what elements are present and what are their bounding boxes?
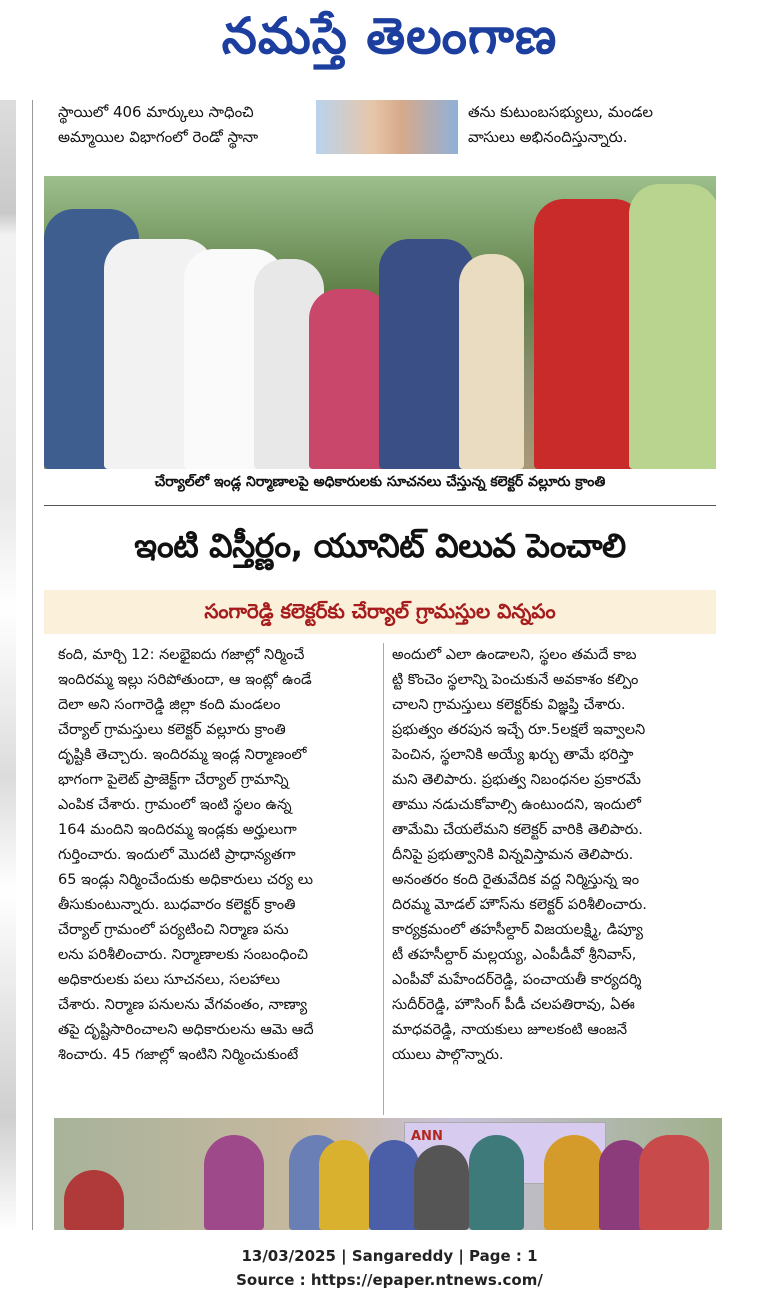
caption-rule bbox=[44, 505, 716, 506]
footer-date-edition: 13/03/2025 | Sangareddy | Page : 1 bbox=[241, 1247, 538, 1265]
text-line: 65 ఇండ్లు నిర్మించేందుకు అధికారులు చర్య లు bbox=[58, 872, 314, 888]
text-line: దెలా అని సంగారెడ్డి జిల్లా కంది మండలం bbox=[58, 697, 281, 713]
text-line: ఎంపిక చేశారు. గ్రామంలో ఇంటి స్థలం ఉన్న bbox=[58, 797, 292, 813]
article-headline: ఇంటి విస్తీర్ణం, యూనిట్ విలువ పెంచాలి bbox=[134, 526, 626, 565]
adjacent-page-strip bbox=[0, 100, 16, 1230]
subheadline-box bbox=[44, 590, 716, 634]
text-line: సుదీర్‌రెడ్డి, హౌసింగ్ పీడీ చలపతిరావు, ఏఈ bbox=[392, 997, 635, 1013]
text-line: ఇందిరమ్మ ఇల్లు సరిపోతుందా, ఆ ఇంట్లో ఉండే bbox=[58, 672, 312, 688]
text-line: ప్రభుత్వం తరపున ఇచ్చే రూ.5లక్షలే ఇవ్వాలని bbox=[392, 722, 646, 738]
text-line: కంది, మార్చి 12: నలభైఐదు గజాల్లో నిర్మించే bbox=[58, 647, 305, 663]
text-line: తాము నడుచుకోవాల్సి ఉంటుందని, ఇందులో bbox=[392, 797, 641, 813]
text-line: తపై దృష్టిసారించాలని అధికారులను ఆమె ఆదే bbox=[58, 1022, 314, 1038]
text-line: అందులో ఎలా ఉండాలని, స్థలం తమదే కాబ bbox=[392, 647, 637, 663]
intro-line: అమ్మాయిల విభాగంలో రెండో స్థానా bbox=[58, 128, 259, 146]
intro-line: తను కుటుంబసభ్యులు, మండల bbox=[468, 103, 654, 121]
text-line: పెంచిన, స్థలానికి అయ్యే ఖర్చు తామే భరిస్తా bbox=[392, 747, 634, 763]
text-line: దిరమ్మ మోడల్ హౌస్‌ను కలెక్టర్ పరిశీలించారు. bbox=[392, 897, 647, 913]
text-line: శించారు. 45 గజాల్లో ఇంటిని నిర్మించుకుంటే bbox=[58, 1047, 299, 1063]
article-column-1 bbox=[58, 643, 388, 1068]
text-line: మాధవరెడ్డి, నాయకులు జూలకంటి ఆంజనే bbox=[392, 1022, 628, 1038]
text-line: అనంతరం కంది రైతువేదిక వద్ద నిర్మిస్తున్న ఇం bbox=[392, 872, 640, 888]
text-line: చేర్యాల్ గ్రామస్తులు కలెక్టర్ వల్లూరు క్రాంతి bbox=[58, 722, 286, 738]
student-portrait-photo bbox=[316, 100, 458, 154]
text-line: ఎంపీవో మహేందర్‌రెడ్డి, పంచాయతీ కార్యదర్శి bbox=[392, 972, 642, 988]
text-line: తీసుకుంటున్నారు. బుధవారం కలెక్టర్ క్రాంతి bbox=[58, 897, 296, 913]
text-line: దృష్టికి తెచ్చారు. ఇందిరమ్మ ఇండ్ల నిర్మాణంలో bbox=[58, 747, 307, 763]
text-line: ట్టి కొంచెం స్థలాన్ని పెంచుకునే అవకాశం కల్పిం bbox=[392, 672, 639, 688]
text-line: అధికారులకు పలు సూచనలు, సలహాలు bbox=[58, 972, 281, 988]
text-line: 164 మందిని ఇందిరమ్మ ఇండ్లకు అర్హులుగా bbox=[58, 822, 297, 838]
text-line: కార్యక్రమంలో తహసీల్దార్ విజయలక్ష్మి, డిప్యూ bbox=[392, 922, 644, 938]
previous-story-tail-right bbox=[468, 100, 728, 150]
text-line: చేర్యాల్ గ్రామంలో పర్యటించి నిర్మాణ పను bbox=[58, 922, 289, 938]
column-divider-left bbox=[32, 100, 33, 1230]
article-subheadline: సంగారెడ్డి కలెక్టర్‌కు చేర్యాల్ గ్రామస్తుల విన్నపం bbox=[204, 599, 556, 623]
text-line: టీ తహసీల్దార్ మల్లయ్య, ఎంపీడీవో శ్రీనివాస్, bbox=[392, 947, 637, 963]
article-column-2 bbox=[392, 643, 722, 1068]
text-line: లను పరిశీలించారు. నిర్మాణాలకు సంబంధించి bbox=[58, 947, 308, 963]
text-line: దీనిపై ప్రభుత్వానికి విన్నవిస్తామన తెలిపారు. bbox=[392, 847, 634, 863]
text-line: తామేమి చేయలేమని కలెక్టర్ వారికి తెలిపారు. bbox=[392, 822, 643, 838]
text-line: మని తెలిపారు. ప్రభుత్వ నిబంధనల ప్రకారమే bbox=[392, 772, 642, 788]
next-story-photo bbox=[54, 1118, 722, 1230]
intro-line: స్థాయిలో 406 మార్కులు సాధించి bbox=[58, 103, 254, 121]
photo-caption: చేర్యాల్‌లో ఇండ్ల నిర్మాణాలపై అధికారులకు సూచనలు చేస్తున్న కలెక్టర్ వల్లూరు క్రాంతి bbox=[154, 474, 606, 490]
intro-line: వాసులు అభినందిస్తున్నారు. bbox=[468, 128, 628, 146]
newspaper-masthead bbox=[0, 0, 779, 88]
masthead-title: నమస్తే తెలంగాణ bbox=[221, 6, 558, 65]
text-line: చేశారు. నిర్మాణ పనులను వేగవంతం, నాణ్యా bbox=[58, 997, 308, 1013]
text-line: యులు పాల్గొన్నారు. bbox=[392, 1047, 504, 1063]
text-line: భాగంగా పైలెట్ ప్రాజెక్ట్‌గా చేర్యాల్ గ్రామాన్ని bbox=[58, 772, 289, 788]
footer-source-link[interactable]: Source : https://epaper.ntnews.com/ bbox=[236, 1271, 543, 1289]
text-line: గుర్తించారు. ఇందులో మొదటి ప్రాధాన్యతగా bbox=[58, 847, 296, 863]
previous-story-tail-left bbox=[58, 100, 308, 150]
banner-text: ANN bbox=[411, 1129, 443, 1144]
text-line: చాలని గ్రామస్తులు కలెక్టర్‌కు విజ్ఞప్తి చేశారు. bbox=[392, 697, 626, 713]
column-separator bbox=[383, 643, 384, 1115]
collector-visit-photo bbox=[44, 176, 716, 469]
